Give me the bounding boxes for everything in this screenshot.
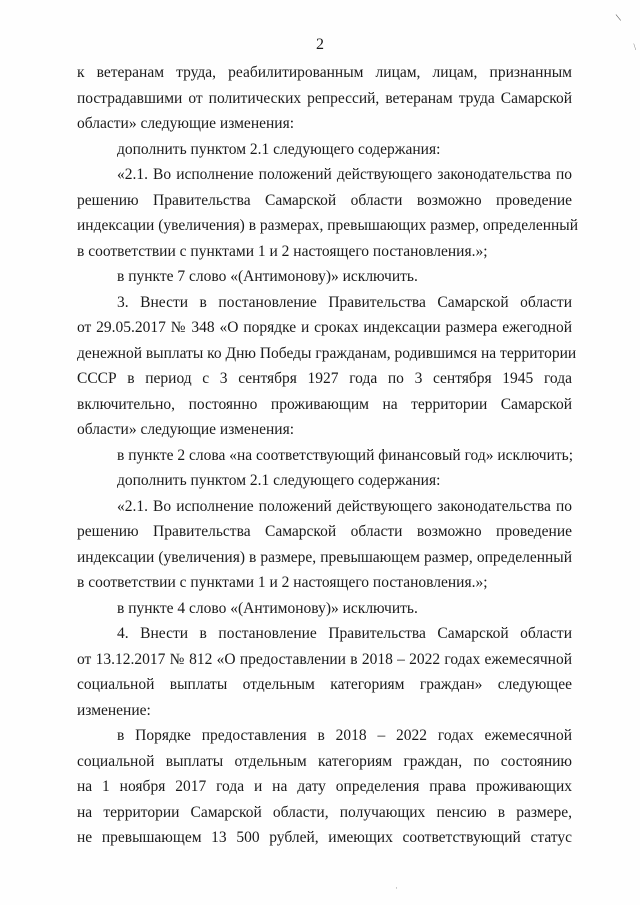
text-line: области» следующие изменения: — [77, 421, 295, 438]
text-line: от 13.12.2017 № 812 «О предоставлении в 2018 – 2022 годах ежемесячной — [77, 650, 572, 668]
text-line: «2.1. Во исполнение положений действующего законодательства по — [117, 497, 572, 515]
text-line: в Порядке предоставления в 2018 – 2022 годах ежемесячной — [117, 727, 572, 744]
text-line: в соответствии с пунктами 1 и 2 настоящего постановления.»; — [77, 242, 488, 260]
scan-mark-right: \ — [633, 42, 636, 52]
text-line: решению Правительства Самарской области возможно проведение — [77, 191, 572, 209]
text-line: не превышающем 13 500 рублей, имеющих соответствующий статус — [77, 829, 572, 846]
text-line: в пункте 2 слова «на соответствующий финансовый год» исключить; — [117, 446, 574, 464]
text-line: социальной выплаты отдельным категориям граждан, по состоянию — [77, 752, 572, 770]
text-line: в пункте 7 слово «(Антимонову)» исключить. — [117, 268, 418, 285]
text-line: СССР в период с 3 сентября 1927 года по 3 сентября 1945 года — [77, 370, 572, 387]
text-line: на территории Самарской области, получающих пенсию в размере, — [77, 803, 572, 821]
text-line: 4. Внести в постановление Правительства Самарской области — [117, 625, 572, 642]
text-line: пострадавшими от политических репрессий, ветеранам труда Самарской — [77, 89, 572, 107]
text-line: изменение: — [77, 701, 151, 719]
text-line: денежной выплаты ко Дню Победы гражданам, родившимся на территории — [77, 344, 577, 362]
text-line: к ветеранам труда, реабилитированным лицам, лицам, признанным — [77, 64, 572, 81]
document-body — [77, 60, 579, 851]
text-line: дополнить пунктом 2.1 следующего содержания: — [117, 472, 441, 489]
text-line: в пункте 4 слово «(Антимонову)» исключить. — [117, 599, 418, 617]
text-line: решению Правительства Самарской области возможно проведение — [77, 523, 572, 540]
page-number: 2 — [316, 36, 324, 53]
text-line: области» следующие изменения: — [77, 115, 295, 132]
scan-mark-bottom: · — [395, 883, 398, 893]
text-line: индексации (увеличения) в размере, превышающем размер, определенный — [77, 548, 572, 566]
scan-mark-top-right: \ — [614, 11, 622, 25]
text-line: в соответствии с пунктами 1 и 2 настоящего постановления.»; — [77, 574, 488, 591]
text-line: дополнить пунктом 2.1 следующего содержания: — [117, 140, 441, 158]
text-line: на 1 ноября 2017 года и на дату определения права проживающих — [77, 778, 572, 795]
text-line: 3. Внести в постановление Правительства Самарской области — [117, 293, 572, 311]
text-line: от 29.05.2017 № 348 «О порядке и сроках индексации размера ежегодной — [77, 319, 572, 336]
text-line: «2.1. Во исполнение положений действующего законодательства по — [117, 166, 572, 183]
text-line: включительно, постоянно проживающим на территории Самарской — [77, 395, 572, 413]
text-line: социальной выплаты отдельным категориям граждан» следующее — [77, 676, 572, 693]
text-line: индексации (увеличения) в размерах, превышающих размер, определенный — [77, 217, 579, 234]
